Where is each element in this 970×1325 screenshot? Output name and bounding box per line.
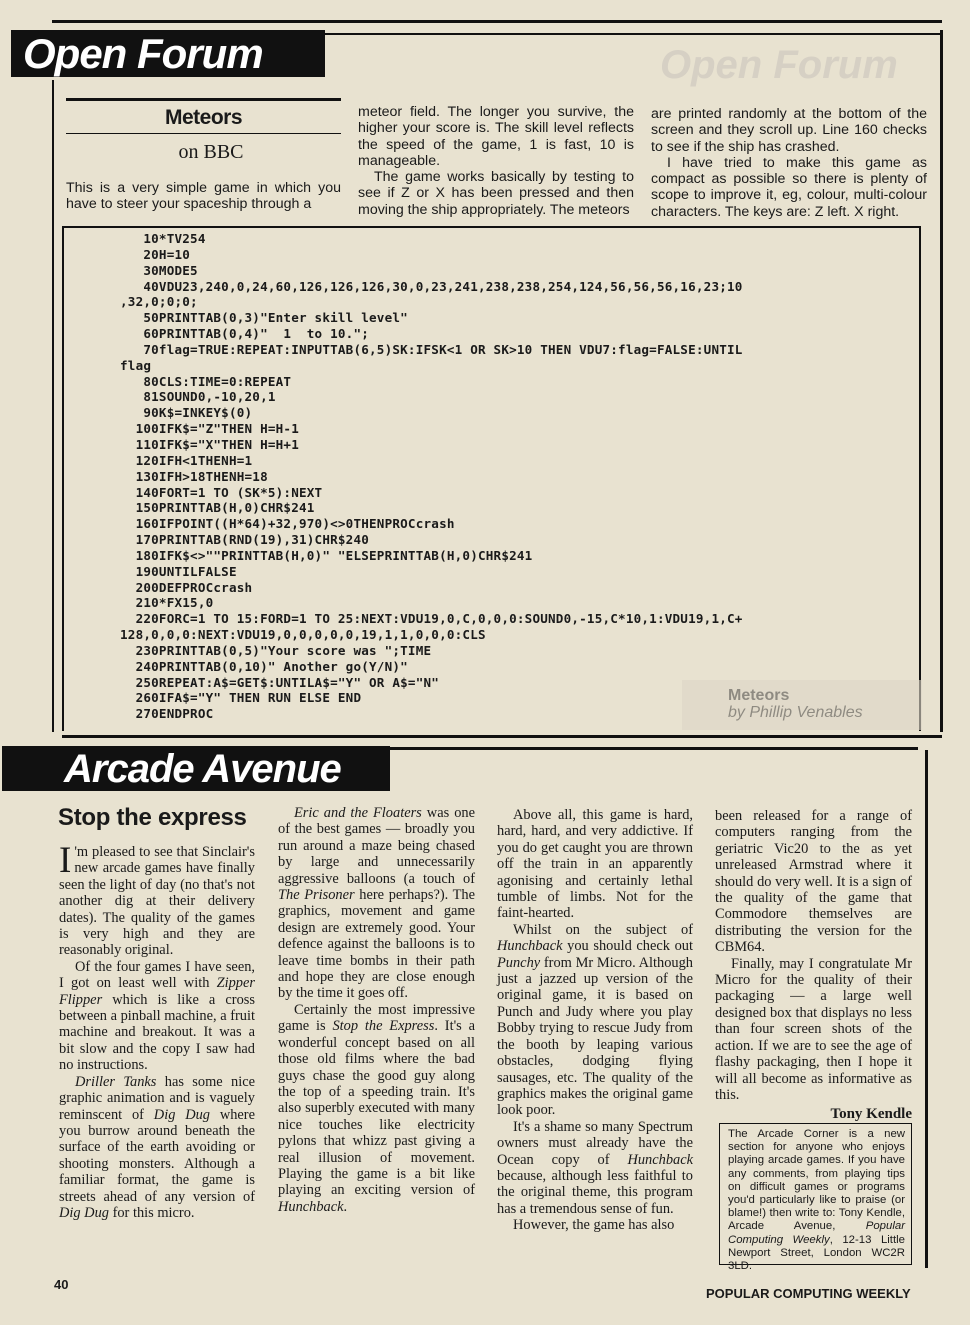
listing-line: 180IFK$<>""PRINTTAB(H,0)" "ELSEPRINTTAB(H,0)CHR$241 <box>120 547 533 563</box>
meteors-text-col2: meteor field. The longer you survive, the higher your score is. The skill level reflects the speed of the game, 1 is fast, 10 is manageable. The game works basically by testing to see if Z or X has been pressed and then moving the ship appropriately. The meteors <box>358 104 634 218</box>
arcade-avenue-banner: Arcade Avenue <box>2 746 390 791</box>
listing-line: 140FORT=1 TO (SK*5):NEXT <box>120 484 323 500</box>
frame-left-rule <box>52 80 54 732</box>
listing-line: 20H=10 <box>120 246 191 262</box>
arcade-ghost-banner <box>682 680 922 730</box>
listing-line: 240PRINTTAB(0,10)" Another go(Y/N)" <box>120 658 408 674</box>
meteors-bottom-rule <box>62 735 942 738</box>
listing-line: 30MODE5 <box>120 262 198 278</box>
arcade-header-rule <box>386 747 918 750</box>
meteors-top-rule <box>66 98 341 101</box>
arcade-col4: been released for a range of computers ranging from the geriatric Vic20 to the as yet unreleased Armstrad where it should do very well. It is a sign of the quality of the game that Commodore themselves are distributing the version for the CBM64. Finally, may I congratulate Mr Micro for the quality of their packaging — a large well designed box that displays no less than four screen shots of the action. If we are to see the age of flashy packaging, then I hope it will all become as informative as this. <box>715 808 912 1103</box>
listing-line: 50PRINTTAB(0,3)"Enter skill level" <box>120 310 408 326</box>
meteors-subtitle: on BBC <box>178 141 244 163</box>
arcade-col1: I 'm pleased to see that Sinclair's new arcade games have finally seen the light of day (no that's not another dig at their delivery dates). The quality of the games is very high and they are reasonably original. Of the four games I have seen, I got on least well with Zipper Flipper which is like a cross between a pinball machine, a fruit machine and breakout. It was a bit slow and the copy I saw had no instructions. Driller Tanks has some nice graphic animation and is vaguely reminscent of Dig Dug where you burrow around beneath the surface of the earth avoiding or shooting monsters. Although a familiar format, the game is streets ahead of any version of Dig Dug for this micro. <box>59 840 255 1221</box>
listing-line: 250REPEAT:A$=GET$:UNTILA$="Y" OR A$="N" <box>120 674 440 690</box>
listing-line: 60PRINTTAB(0,4)" 1 to 10."; <box>120 326 370 342</box>
listing-line: ,32,0;0;0; <box>120 294 198 310</box>
arcade-headline: Stop the express <box>58 804 247 831</box>
program-listing <box>120 231 910 722</box>
arcade-corner-box: The Arcade Corner is a new section for anyone who enjoys playing arcade games. If you have any comments, from playing tips on difficult games or programs you'd particularly like to praise (or blame!) then write to: Tony Kendle, Arcade Avenue, Popular Computing Weekly, 12-13 Little Newport Street, London WC2R 3LD. <box>719 1123 912 1265</box>
listing-line: 220FORC=1 TO 15:FORD=1 TO 25:NEXT:VDU19,0,C,0,0,0:SOUND0,-15,C*10,1:VDU19,1,C+ <box>120 611 743 627</box>
top-rule <box>52 20 942 23</box>
listing-line: 200DEFPROCcrash <box>120 579 253 595</box>
arcade-col3: Above all, this game is hard, hard, hard, and very addictive. If you do get caught you are thrown off the train in an apparently agonising and certainly lethal tumble of limbs. Not for the faint-hearted. Whilst on the subject of Hunchback you should check out Punchy from Mr Micro. Although just a jazzed up version of the original game, it is based on Punch and Judy where you play Bobby trying to rescue Judy from the booth by leaping various obstacles, dodging flying sausages, etc. The quality of the graphics makes the original game look poor. It's a shame so many Spectrum owners must already have the Ocean copy of Hunchback because, although less faithful to the original theme, this program has a tremendous sense of fun. However, the game has also <box>497 807 693 1234</box>
publication-name: POPULAR COMPUTING WEEKLY <box>706 1286 911 1301</box>
listing-line: 70flag=TRUE:REPEAT:INPUTTAB(6,5)SK:IFSK<1 OR SK>10 THEN VDU7:flag=FALSE:UNTIL <box>120 341 743 357</box>
listing-line: 90K$=INKEY$(0) <box>120 405 253 421</box>
listing-line: 260IFA$="Y" THEN RUN ELSE END <box>120 690 362 706</box>
listing-line: 160IFPOINT((H*64)+32,970)<>0THENPROCcrash <box>120 516 455 532</box>
listing-line: 40VDU23,240,0,24,60,126,126,126,30,0,23,241,238,238,254,124,56,56,56,16,23;10 <box>120 278 743 294</box>
listing-line: 230PRINTTAB(0,5)"Your score was ";TIME <box>120 642 432 658</box>
listing-line: 81SOUND0,-10,20,1 <box>120 389 276 405</box>
page-number: 40 <box>54 1277 69 1292</box>
arcade-author: Tony Kendle <box>830 1106 912 1122</box>
drop-cap: I <box>59 840 72 881</box>
meteors-title-underline <box>66 133 341 134</box>
meteors-intro-col1: This is a very simple game in which you have to steer your spaceship through a <box>66 180 341 213</box>
frame-right-rule <box>940 30 943 732</box>
meteors-text-col3: are printed randomly at the bottom of the screen and they scroll up. Line 160 checks to see if the ship has crashed. I have tried to make this game as compact as possible so there is plenty of scope to improve it, eg, colour, multi-colour characters. The keys are: Z left. X right. <box>651 106 927 220</box>
listing-line: 10*TV254 <box>120 231 206 246</box>
listing-line: 190UNTILFALSE <box>120 563 237 579</box>
listing-line: 100IFK$="Z"THEN H=H-1 <box>120 421 299 437</box>
listing-line: flag <box>120 357 152 373</box>
listing-line: 80CLS:TIME=0:REPEAT <box>120 373 292 389</box>
open-forum-ghost-banner: Open Forum <box>660 43 898 87</box>
listing-line: 120IFH<1THENH=1 <box>120 452 253 468</box>
open-forum-banner: Open Forum <box>11 30 325 77</box>
meteors-title: Meteors <box>164 106 243 129</box>
listing-line: 150PRINTTAB(H,0)CHR$241 <box>120 500 315 516</box>
arcade-col2: Eric and the Floaters was one of the best games — broadly you run around a maze being chased by large and unnecessarily aggressive balloons (a touch of The Prisoner here perhaps?). The graphics, movement and game design are extremely good. Your defence against the balloons is to leave time bombs in their path and hope they are close enough by the time it goes off. Certainly the most impressive game is Stop the Express. It's a wonderful concept based on all those old films where the bad guys chase the good guy along the top of a speeding train. It's also superbly executed with many nice touches like electricity pylons that whizz past giving a real illusion of movement. Playing the game is a bit like playing an exciting version of Hunchback. <box>278 805 475 1215</box>
listing-line: 270ENDPROC <box>120 706 214 722</box>
listing-line: 128,0,0,0:NEXT:VDU19,0,0,0,0,0,19,1,1,0,0,0:CLS <box>120 627 486 643</box>
listing-line: 170PRINTTAB(RND(19),31)CHR$240 <box>120 532 370 548</box>
arcade-right-rule <box>925 750 928 1268</box>
listing-line: 130IFH>18THENH=18 <box>120 468 268 484</box>
listing-line: 210*FX15,0 <box>120 595 214 611</box>
listing-line: 110IFK$="X"THEN H=H+1 <box>120 436 299 452</box>
